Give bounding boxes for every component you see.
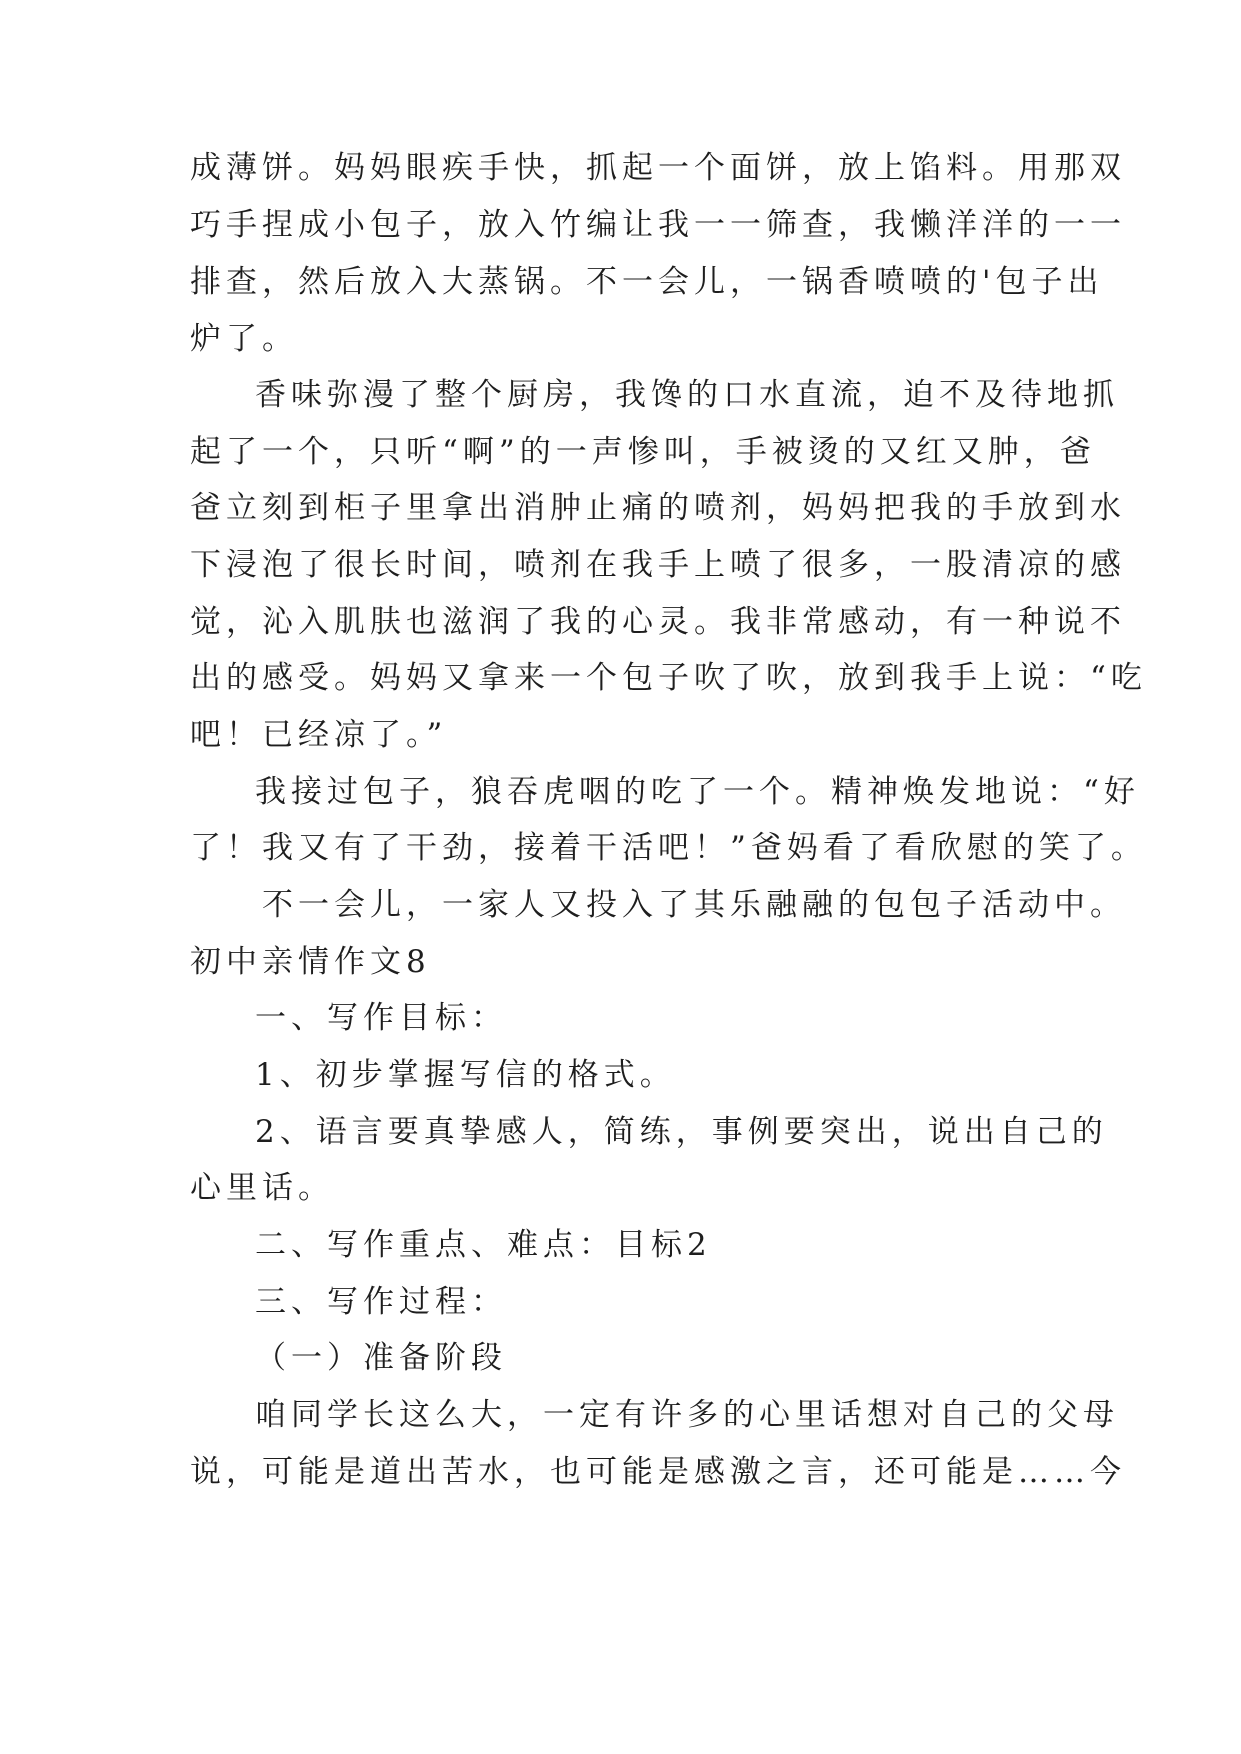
paragraph-start: 不一会儿，一家人又投入了其乐融融的包包子活动中。: [262, 887, 1126, 923]
text-line: 吧！已经凉了。”: [190, 717, 448, 753]
text-line: 了！我又有了干劲，接着干活吧！”爸妈看了看欣慰的笑了。: [190, 830, 1147, 866]
text-line: 巧手捏成小包子，放入竹编让我一一筛查，我懒洋洋的一一: [190, 207, 1126, 243]
text-line: 觉，沁入肌肤也滋润了我的心灵。我非常感动，有一种说不: [190, 604, 1126, 640]
text-line: 炉了。: [190, 321, 298, 357]
text-line: 成薄饼。妈妈眼疾手快，抓起一个面饼，放上馅料。用那双: [190, 150, 1126, 186]
section-title: 初中亲情作文8: [190, 944, 431, 980]
text-line: 排查，然后放入大蒸锅。不一会儿，一锅香喷喷的'包子出: [190, 264, 1104, 300]
text-line: 心里话。: [190, 1170, 334, 1206]
paragraph-start: 我接过包子，狼吞虎咽的吃了一个。精神焕发地说：“好: [255, 774, 1140, 810]
paragraph-start: 香味弥漫了整个厨房，我馋的口水直流，迫不及待地抓: [255, 377, 1119, 413]
list-item-1: 1、初步掌握写信的格式。: [255, 1057, 676, 1093]
heading-key-points: 二、写作重点、难点：目标2: [255, 1227, 712, 1263]
list-item-2: 2、语言要真挚感人，简练，事例要突出，说出自己的: [255, 1114, 1108, 1150]
heading-process: 三、写作过程：: [255, 1284, 507, 1320]
text-line: 起了一个，只听“啊”的一声惨叫，手被烫的又红又肿，爸: [190, 434, 1096, 470]
text-line: 出的感受。妈妈又拿来一个包子吹了吹，放到我手上说：“吃: [190, 660, 1147, 696]
paragraph-start: 咱同学长这么大，一定有许多的心里话想对自己的父母: [255, 1397, 1119, 1433]
sub-heading-preparation: （一）准备阶段: [255, 1340, 507, 1376]
heading-goals: 一、写作目标：: [255, 1000, 507, 1036]
text-line: 说，可能是道出苦水，也可能是感激之言，还可能是……今: [190, 1454, 1126, 1490]
text-line: 爸立刻到柜子里拿出消肿止痛的喷剂，妈妈把我的手放到水: [190, 490, 1126, 526]
text-line: 下浸泡了很长时间，喷剂在我手上喷了很多，一股清凉的感: [190, 547, 1126, 583]
